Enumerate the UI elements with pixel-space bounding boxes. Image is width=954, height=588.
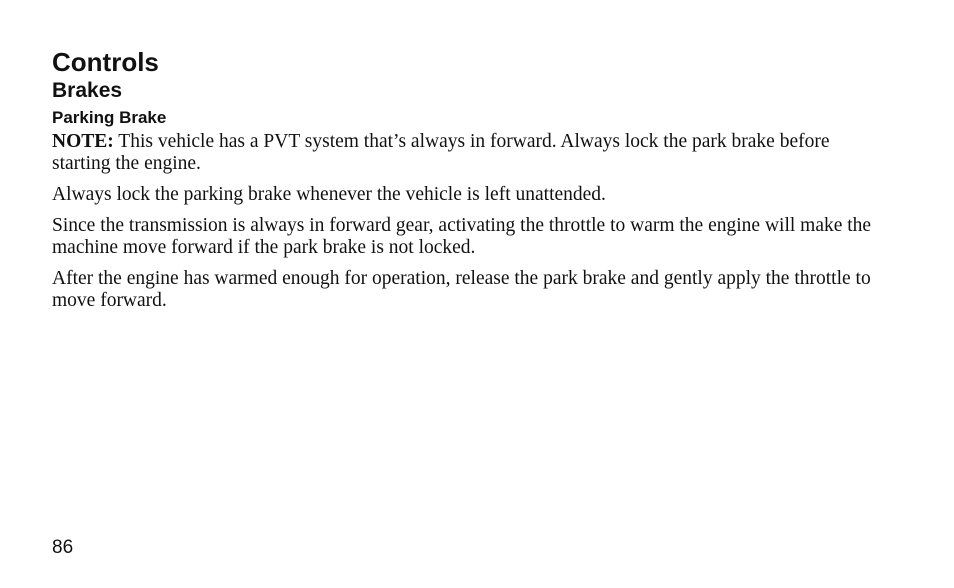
note-text: This vehicle has a PVT system that’s always in forward. Always lock the park brake before starting the engine.: [52, 131, 830, 174]
note-paragraph: [52, 131, 892, 175]
page-number: 86: [52, 537, 74, 558]
page-title: Controls: [52, 47, 159, 77]
paragraph-transmission: Since the transmission is always in forward gear, activating the throttle to warm the engine will make the machine move forward if the park brake is not locked.: [52, 215, 872, 258]
note-label: NOTE:: [52, 131, 114, 152]
paragraph-unattended: Always lock the parking brake whenever the vehicle is left unattended.: [52, 184, 606, 205]
section-heading-brakes: Brakes: [52, 79, 123, 102]
paragraph-warmup: After the engine has warmed enough for operation, release the park brake and gently apply the throttle to move forward.: [52, 268, 871, 311]
subsection-heading-parking-brake: Parking Brake: [52, 108, 167, 127]
manual-page: [52, 46, 892, 321]
